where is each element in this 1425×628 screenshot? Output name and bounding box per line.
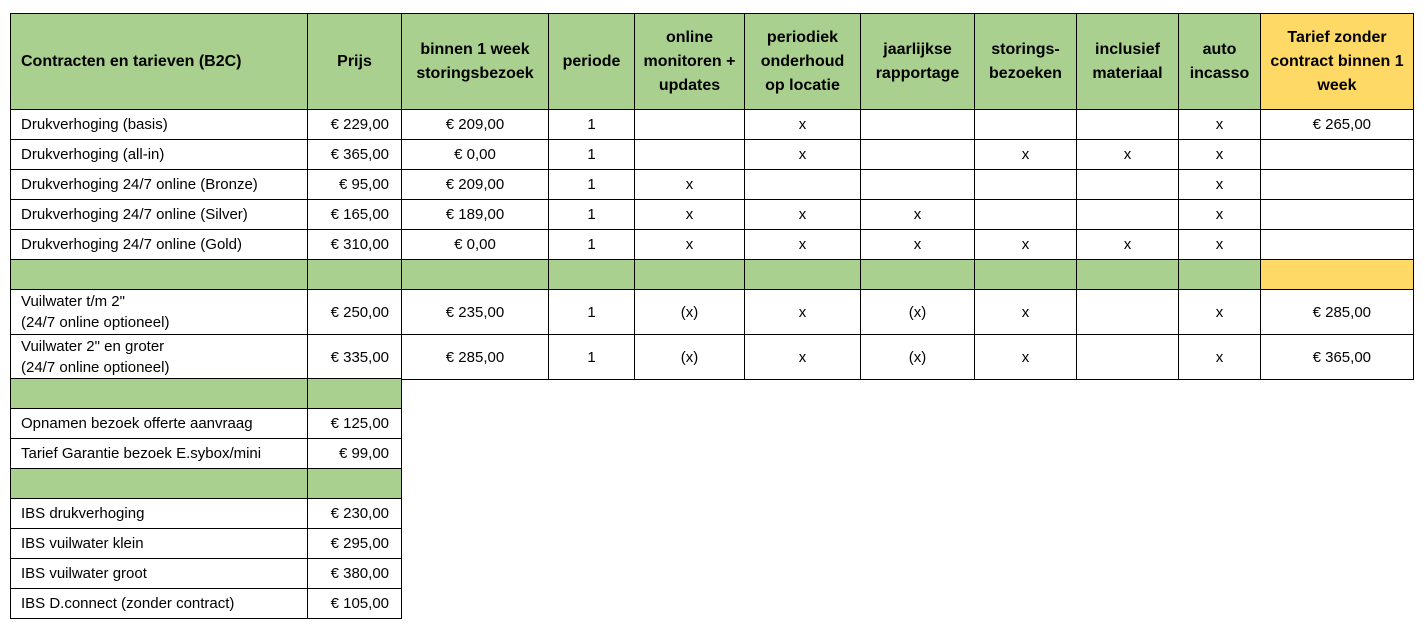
row-materiaal (1077, 290, 1179, 335)
row-name: IBS D.connect (zonder contract) (11, 589, 308, 619)
separator-cell (11, 260, 308, 290)
header-week: binnen 1 week storingsbezoek (402, 14, 549, 110)
header-incasso: auto incasso (1179, 14, 1261, 110)
row-name: Opnamen bezoek offerte aanvraag (11, 409, 308, 439)
header-periode: periode (549, 14, 635, 110)
table-row (11, 230, 1414, 260)
row-prijs: € 229,00 (308, 110, 402, 140)
row-prijs: € 310,00 (308, 230, 402, 260)
table-row (11, 409, 402, 439)
row-materiaal (1077, 170, 1179, 200)
row-prijs: € 250,00 (308, 290, 402, 335)
row-materiaal: x (1077, 140, 1179, 170)
table-row (11, 200, 1414, 230)
extra-tariffs (10, 378, 402, 619)
row-periode: 1 (549, 290, 635, 335)
row-incasso: x (1179, 140, 1261, 170)
row-name (11, 290, 308, 335)
header-contract: Contracten en tarieven (B2C) (11, 14, 308, 110)
separator-row (11, 379, 402, 409)
row-tarief (1261, 230, 1414, 260)
row-onderhoud: x (745, 200, 861, 230)
row-name: IBS drukverhoging (11, 499, 308, 529)
separator-cell (11, 469, 308, 499)
header-storing: storings-bezoeken (975, 14, 1077, 110)
separator-cell (549, 260, 635, 290)
row-incasso: x (1179, 200, 1261, 230)
table-row (11, 439, 402, 469)
row-week: € 209,00 (402, 170, 549, 200)
row-onderhoud: x (745, 230, 861, 260)
row-tarief (1261, 200, 1414, 230)
row-tarief: € 285,00 (1261, 290, 1414, 335)
row-storing: x (975, 335, 1077, 380)
row-week: € 209,00 (402, 110, 549, 140)
row-storing: x (975, 290, 1077, 335)
header-online: online monitoren + updates (635, 14, 745, 110)
row-rapportage: x (861, 230, 975, 260)
row-name: Drukverhoging 24/7 online (Bronze) (11, 170, 308, 200)
contracts-table (10, 13, 1414, 380)
row-prijs: € 125,00 (308, 409, 402, 439)
row-prijs: € 380,00 (308, 559, 402, 589)
row-name: IBS vuilwater groot (11, 559, 308, 589)
separator-cell (635, 260, 745, 290)
row-storing: x (975, 230, 1077, 260)
row-storing (975, 200, 1077, 230)
row-week: € 0,00 (402, 230, 549, 260)
separator-cell (308, 260, 402, 290)
row-name-line2: (24/7 online optioneel) (21, 359, 170, 376)
table-row (11, 529, 402, 559)
row-rapportage (861, 110, 975, 140)
row-onderhoud: x (745, 290, 861, 335)
row-rapportage: (x) (861, 335, 975, 380)
row-prijs: € 365,00 (308, 140, 402, 170)
row-tarief (1261, 170, 1414, 200)
separator-row (11, 469, 402, 499)
header-row (11, 14, 1414, 110)
separator-cell (975, 260, 1077, 290)
row-prijs: € 105,00 (308, 589, 402, 619)
row-tarief: € 365,00 (1261, 335, 1414, 380)
row-name-line1: Vuilwater 2" en groter (21, 338, 165, 355)
row-rapportage: x (861, 200, 975, 230)
row-onderhoud (745, 170, 861, 200)
row-materiaal (1077, 200, 1179, 230)
row-rapportage (861, 170, 975, 200)
row-online: x (635, 170, 745, 200)
row-periode: 1 (549, 140, 635, 170)
row-week: € 235,00 (402, 290, 549, 335)
row-materiaal (1077, 110, 1179, 140)
row-incasso: x (1179, 170, 1261, 200)
header-materiaal: inclusief materiaal (1077, 14, 1179, 110)
tariff-sheet (10, 13, 1414, 380)
row-name: Tarief Garantie bezoek E.sybox/mini (11, 439, 308, 469)
row-name: Drukverhoging (basis) (11, 110, 308, 140)
header-onderhoud: periodiek onderhoud op locatie (745, 14, 861, 110)
row-incasso: x (1179, 110, 1261, 140)
row-incasso: x (1179, 290, 1261, 335)
separator-cell (745, 260, 861, 290)
separator-cell (1077, 260, 1179, 290)
table-row (11, 290, 1414, 335)
row-name-line1: Vuilwater t/m 2" (21, 293, 125, 310)
row-prijs: € 335,00 (308, 335, 402, 380)
row-tarief: € 265,00 (1261, 110, 1414, 140)
extra-tariffs-table (10, 378, 402, 619)
row-storing (975, 170, 1077, 200)
row-storing (975, 110, 1077, 140)
row-online (635, 140, 745, 170)
header-tarief: Tarief zonder contract binnen 1 week (1261, 14, 1414, 110)
row-name: IBS vuilwater klein (11, 529, 308, 559)
row-onderhoud: x (745, 335, 861, 380)
row-name: Drukverhoging 24/7 online (Gold) (11, 230, 308, 260)
table-row (11, 335, 1414, 380)
row-name (11, 335, 308, 380)
table-row (11, 140, 1414, 170)
row-prijs: € 95,00 (308, 170, 402, 200)
separator-cell (402, 260, 549, 290)
row-week: € 189,00 (402, 200, 549, 230)
separator-cell (308, 469, 402, 499)
separator-row (11, 260, 1414, 290)
row-name: Drukverhoging 24/7 online (Silver) (11, 200, 308, 230)
row-prijs: € 230,00 (308, 499, 402, 529)
row-incasso: x (1179, 230, 1261, 260)
row-prijs: € 295,00 (308, 529, 402, 559)
row-incasso: x (1179, 335, 1261, 380)
row-online (635, 110, 745, 140)
row-name-line2: (24/7 online optioneel) (21, 314, 170, 331)
row-periode: 1 (549, 110, 635, 140)
table-row (11, 589, 402, 619)
row-online: x (635, 230, 745, 260)
header-prijs: Prijs (308, 14, 402, 110)
separator-cell (1179, 260, 1261, 290)
separator-cell (861, 260, 975, 290)
table-row (11, 110, 1414, 140)
row-week: € 285,00 (402, 335, 549, 380)
row-materiaal (1077, 335, 1179, 380)
row-online: x (635, 200, 745, 230)
separator-cell (308, 379, 402, 409)
row-rapportage: (x) (861, 290, 975, 335)
row-periode: 1 (549, 170, 635, 200)
row-materiaal: x (1077, 230, 1179, 260)
table-row (11, 170, 1414, 200)
row-online: (x) (635, 335, 745, 380)
separator-cell (11, 379, 308, 409)
row-onderhoud: x (745, 110, 861, 140)
row-rapportage (861, 140, 975, 170)
row-prijs: € 165,00 (308, 200, 402, 230)
row-periode: 1 (549, 200, 635, 230)
row-periode: 1 (549, 335, 635, 380)
row-onderhoud: x (745, 140, 861, 170)
row-tarief (1261, 140, 1414, 170)
row-periode: 1 (549, 230, 635, 260)
row-online: (x) (635, 290, 745, 335)
table-row (11, 559, 402, 589)
row-name: Drukverhoging (all-in) (11, 140, 308, 170)
row-week: € 0,00 (402, 140, 549, 170)
table-row (11, 499, 402, 529)
row-storing: x (975, 140, 1077, 170)
header-rapportage: jaarlijkse rapportage (861, 14, 975, 110)
separator-cell (1261, 260, 1414, 290)
row-prijs: € 99,00 (308, 439, 402, 469)
